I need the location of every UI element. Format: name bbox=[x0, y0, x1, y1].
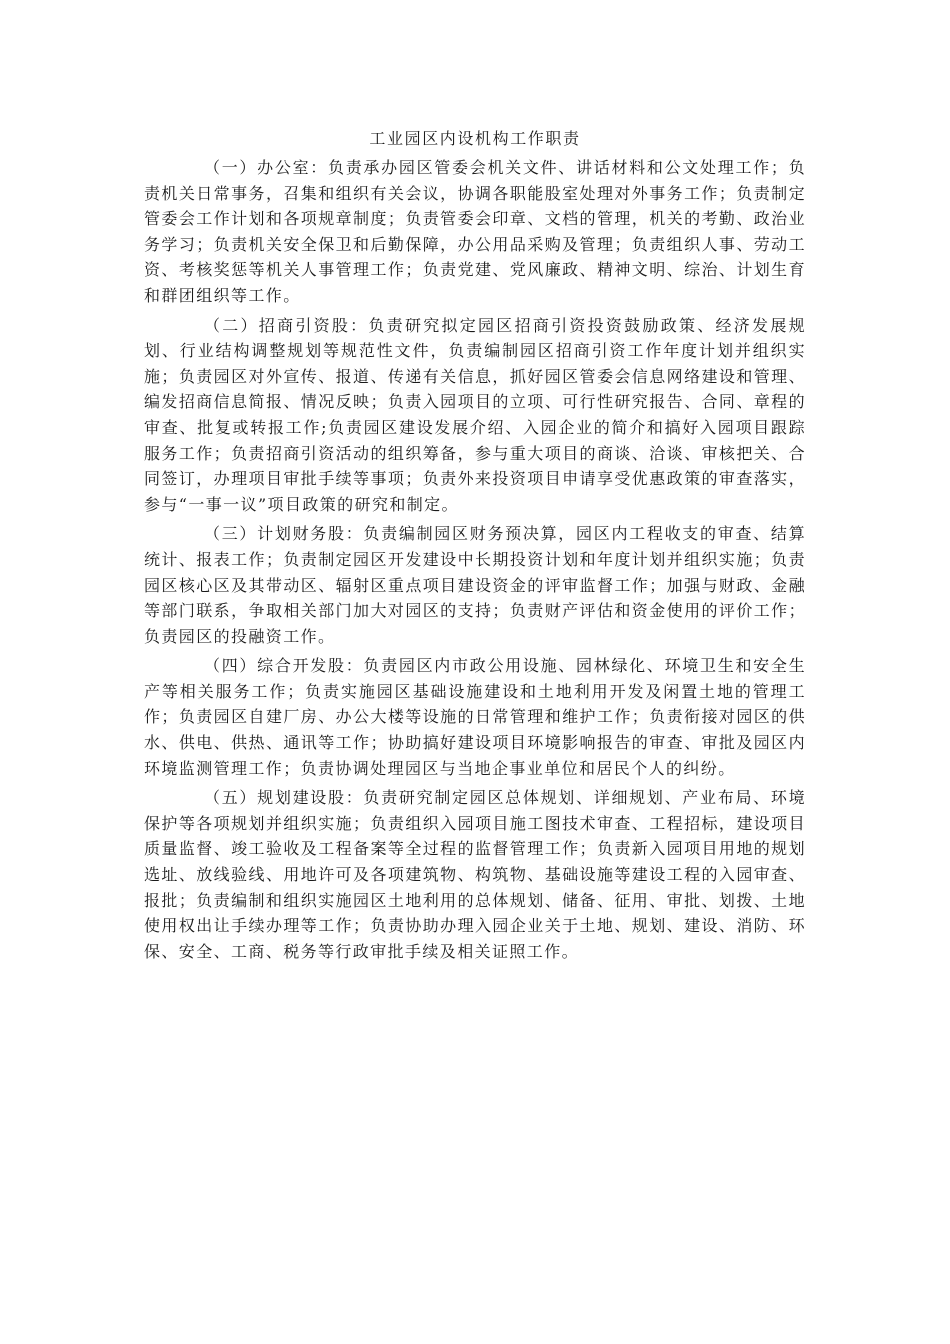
section-planning-finance: （三）计划财务股：负责编制园区财务预决算，园区内工程收支的审查、结算统计、报表工作；负责制定园区开发建设中长期投资计划和年度计划并组织实施；负责园区核心区及其带动区、辐射区重点项目建设资金的评审监督工作；加强与财政、金融等部门联系，争取相关部门加大对园区的支持；负责财产评估和资金使用的评价工作；负责园区的投融资工作。 bbox=[144, 524, 806, 646]
document-page bbox=[144, 126, 806, 968]
section-comprehensive-development: （四）综合开发股：负责园区内市政公用设施、园林绿化、环境卫生和安全生产等相关服务工作；负责实施园区基础设施建设和土地利用开发及闲置土地的管理工作；负责园区自建厂房、办公大楼等设施的日常管理和维护工作；负责衔接对园区的供水、供电、供热、通讯等工作；协助搞好建设项目环境影响报告的审查、审批及园区内环境监测管理工作；负责协调处理园区与当地企事业单位和居民个人的纠纷。 bbox=[144, 656, 806, 778]
section-office: （一）办公室：负责承办园区管委会机关文件、讲话材料和公文处理工作；负责机关日常事务，召集和组织有关会议，协调各职能股室处理对外事务工作；负责制定管委会工作计划和各项规章制度；负责管委会印章、文档的管理，机关的考勤、政治业务学习；负责机关安全保卫和后勤保障，办公用品采购及管理；负责组织人事、劳动工资、考核奖惩等机关人事管理工作；负责党建、党风廉政、精神文明、综治、计划生育和群团组织等工作。 bbox=[144, 158, 806, 305]
section-planning-construction: （五）规划建设股：负责研究制定园区总体规划、详细规划、产业布局、环境保护等各项规划并组织实施；负责组织入园项目施工图技术审查、工程招标，建设项目质量监督、竣工验收及工程备案等全过程的监督管理工作；负责新入园项目用地的规划选址、放线验线、用地许可及各项建筑物、构筑物、基础设施等建设工程的入园审查、报批；负责编制和组织实施园区土地利用的总体规划、储备、征用、审批、划拨、土地使用权出让手续办理等工作；负责协助办理入园企业关于土地、规划、建设、消防、环保、安全、工商、税务等行政审批手续及相关证照工作。 bbox=[144, 788, 806, 961]
document-title: 工业园区内设机构工作职责 bbox=[369, 129, 581, 148]
section-investment-promotion: （二）招商引资股：负责研究拟定园区招商引资投资鼓励政策、经济发展规划、行业结构调整规划等规范性文件，负责编制园区招商引资工作年度计划并组织实施；负责园区对外宣传、报道、传递有关信息，抓好园区管委会信息网络建设和管理、编发招商信息简报、情况反映；负责入园项目的立项、可行性研究报告、合同、章程的审查、批复或转报工作;负责园区建设发展介绍、入园企业的简介和搞好入园项目跟踪服务工作；负责招商引资活动的组织筹备，参与重大项目的商谈、洽谈、审核把关、合同签订，办理项目审批手续等事项；负责外来投资项目申请享受优惠政策的审查落实，参与“一事一议”项目政策的研究和制定。 bbox=[144, 315, 806, 514]
